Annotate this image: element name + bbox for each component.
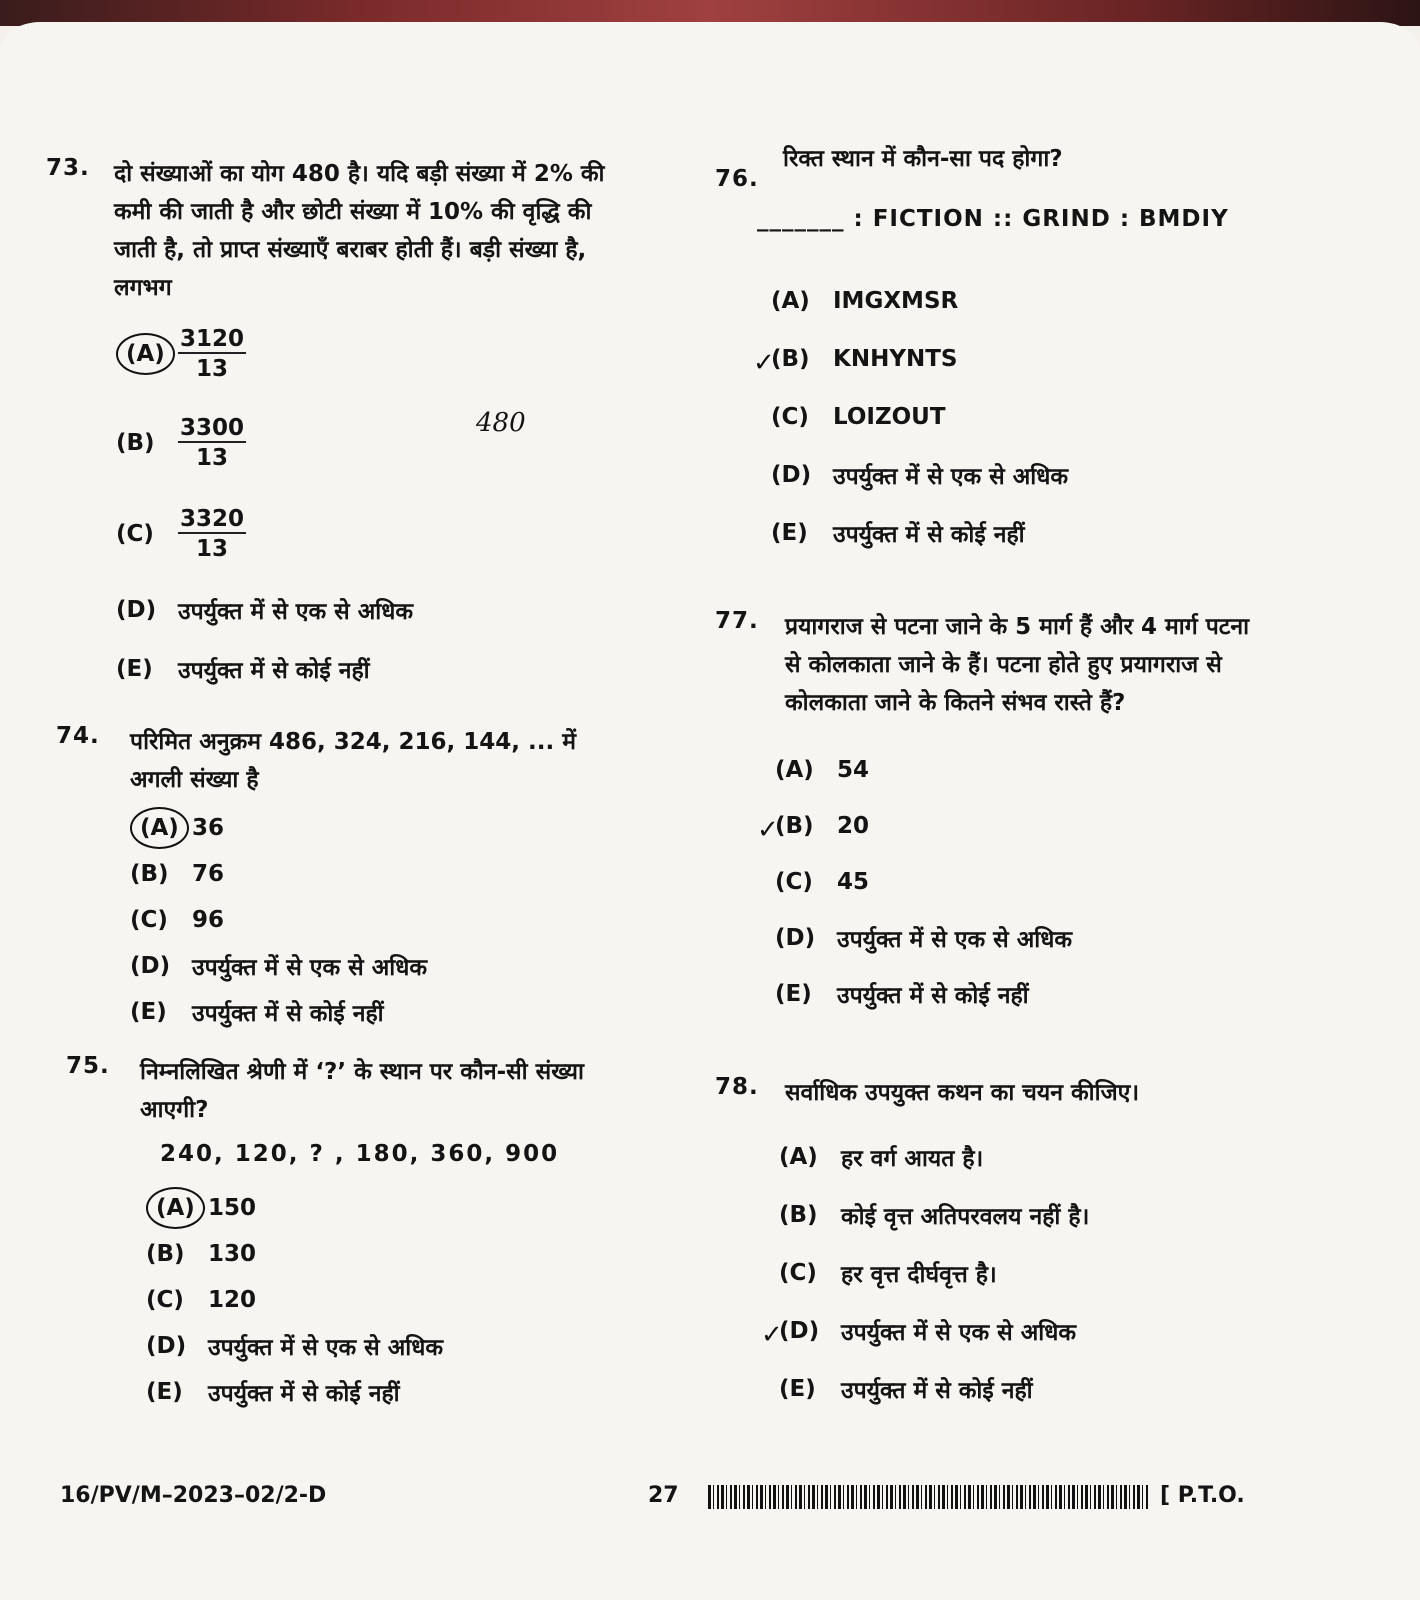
option-letter: (D) [116,597,157,623]
option-e[interactable] [779,1360,1275,1418]
option-text: उपर्युक्त में से एक से अधिक [841,1320,1077,1346]
numerator: 3120 [180,326,245,352]
option-letter: (A) [775,757,814,783]
question-number: 78. [715,1074,759,1100]
option-letter: (C) [779,1260,817,1286]
option-letter: (A) [130,807,189,849]
question-number: 74. [56,723,100,749]
option-b[interactable] [116,397,626,489]
right-column [715,140,1275,1418]
left-column [46,155,626,1415]
option-text: KNHYNTS [833,346,958,372]
option-text: 45 [837,869,870,895]
handwritten-note: 480 [476,408,526,438]
option-text: 36 [192,815,225,841]
option-text: कोई वृत्त अतिपरवलय नहीं है। [841,1204,1090,1230]
analogy-line: _______ : FICTION :: GRIND : BMDIY [757,206,1229,232]
option-letter: (B) [116,430,155,456]
question-number: 75. [66,1053,110,1079]
option-text: 96 [192,907,225,933]
pto-label: [ P.T.O. [1160,1483,1245,1508]
option-text: उपर्युक्त में से एक से अधिक [833,464,1069,490]
option-d[interactable] [116,579,626,641]
option-letter: (B) [130,861,169,887]
option-text: उपर्युक्त में से कोई नहीं [841,1378,1033,1404]
option-text: उपर्युक्त में से एक से अधिक [192,955,428,981]
question-text: रिक्त स्थान में कौन-सा पद होगा? [783,146,1063,172]
option-letter: (A) [116,333,175,375]
option-e[interactable] [775,966,1275,1022]
fraction [178,415,246,471]
option-letter: (E) [130,999,167,1025]
option-e[interactable] [116,641,626,697]
option-letter: (D) [130,953,171,979]
option-text: 20 [837,813,870,839]
question-text: प्रयागराज से पटना जाने के 5 मार्ग हैं और 4 मार्ग पटना से कोलकाता जाने के हैं। पटना होते हुए प्रयागराज से कोलकाता जाने के कितने संभव रास्ते हैं? [785,614,1250,716]
option-text: उपर्युक्त में से एक से अधिक [837,927,1073,953]
question-number: 77. [715,608,759,634]
option-a[interactable] [775,742,1275,798]
option-text: उपर्युक्त में से एक से अधिक [178,599,414,625]
option-letter: (E) [775,981,812,1007]
question-78 [715,1074,1275,1418]
option-text: उपर्युक्त में से एक से अधिक [208,1335,444,1361]
numerator: 3300 [180,415,245,441]
fraction [178,326,246,382]
option-letter: (B) [146,1241,185,1267]
check-mark-icon: ✓ [757,815,779,845]
denominator: 13 [196,445,229,471]
option-text: उपर्युक्त में से कोई नहीं [178,658,370,684]
option-c[interactable] [116,489,626,579]
page-number: 27 [648,1483,679,1508]
option-letter: (E) [779,1376,816,1402]
option-d[interactable] [771,446,1275,504]
question-number: 73. [46,155,90,181]
option-text: हर वर्ग आयत है। [841,1146,984,1172]
option-text: IMGXMSR [833,288,959,314]
option-a[interactable] [116,311,626,397]
option-letter: (C) [146,1287,184,1313]
option-letter: (C) [775,869,813,895]
question-76 [715,140,1275,562]
option-e[interactable] [146,1369,626,1415]
option-text: उपर्युक्त में से कोई नहीं [208,1381,400,1407]
option-text: उपर्युक्त में से कोई नहीं [837,983,1029,1009]
option-letter: (E) [771,520,808,546]
option-a[interactable] [146,1185,626,1231]
option-text: उपर्युक्त में से कोई नहीं [833,522,1025,548]
denominator: 13 [196,356,229,382]
option-letter: (C) [116,521,154,547]
option-text: उपर्युक्त में से कोई नहीं [192,1001,384,1027]
option-e[interactable] [130,989,626,1035]
option-a[interactable] [130,805,626,851]
page-footer [60,1483,1290,1513]
number-series: 240, 120, ? , 180, 360, 900 [160,1141,560,1167]
paper-code: 16/PV/M–2023–02/2-D [60,1483,327,1508]
option-letter: (A) [779,1144,818,1170]
option-letter: (E) [146,1379,183,1405]
question-number: 76. [715,166,759,192]
option-c[interactable] [771,388,1275,446]
question-75 [46,1053,626,1415]
option-text: 76 [192,861,225,887]
option-letter: (C) [130,907,168,933]
check-mark-icon: ✓ [761,1320,783,1350]
option-letter: (D) [146,1333,187,1359]
option-b[interactable] [146,1231,626,1277]
option-b[interactable] [757,798,1275,854]
option-c[interactable] [779,1244,1275,1302]
option-text: 130 [208,1241,257,1267]
option-letter: (A) [771,288,810,314]
option-text: LOIZOUT [833,404,946,430]
option-a[interactable] [771,272,1275,330]
option-c[interactable] [146,1277,626,1323]
numerator: 3320 [180,506,245,532]
option-letter: (A) [146,1187,205,1229]
option-d[interactable] [761,1302,1275,1360]
option-c[interactable] [775,854,1275,910]
check-mark-icon: ✓ [753,348,775,378]
denominator: 13 [196,536,229,562]
option-d[interactable] [146,1323,626,1369]
option-b[interactable] [779,1186,1275,1244]
option-text: हर वृत्त दीर्घवृत्त है। [841,1262,997,1288]
option-letter: (B) [775,813,814,839]
option-a[interactable] [779,1128,1275,1186]
option-letter: (B) [771,346,810,372]
option-letter: (D) [771,462,812,488]
question-73 [46,155,626,697]
option-text: 150 [208,1195,257,1221]
question-text: निम्नलिखित श्रेणी में ‘?’ के स्थान पर कौन-सी संख्या आएगी? [140,1059,584,1123]
question-text: सर्वाधिक उपयुक्त कथन का चयन कीजिए। [785,1080,1140,1106]
option-c[interactable] [130,897,626,943]
option-letter: (B) [779,1202,818,1228]
option-d[interactable] [130,943,626,989]
barcode-icon [708,1485,1148,1509]
option-letter: (E) [116,656,153,682]
option-text: 120 [208,1287,257,1313]
option-text: 54 [837,757,870,783]
question-text: दो संख्याओं का योग 480 है। यदि बड़ी संख्या में 2% की कमी की जाती है और छोटी संख्या में 10% की वृद्धि की जाती है, तो प्राप्त संख्याएँ बराबर होती हैं। बड़ी संख्या है, लगभग [114,161,605,301]
option-b[interactable] [753,330,1275,388]
question-74 [46,723,626,1035]
option-d[interactable] [775,910,1275,966]
option-e[interactable] [771,504,1275,562]
question-text: परिमित अनुक्रम 486, 324, 216, 144, ... में अगली संख्या है [130,729,577,793]
option-letter: (D) [775,925,816,951]
fraction [178,506,246,562]
option-b[interactable] [130,851,626,897]
question-77 [715,608,1275,1022]
option-letter: (C) [771,404,809,430]
option-letter: (D) [779,1318,820,1344]
